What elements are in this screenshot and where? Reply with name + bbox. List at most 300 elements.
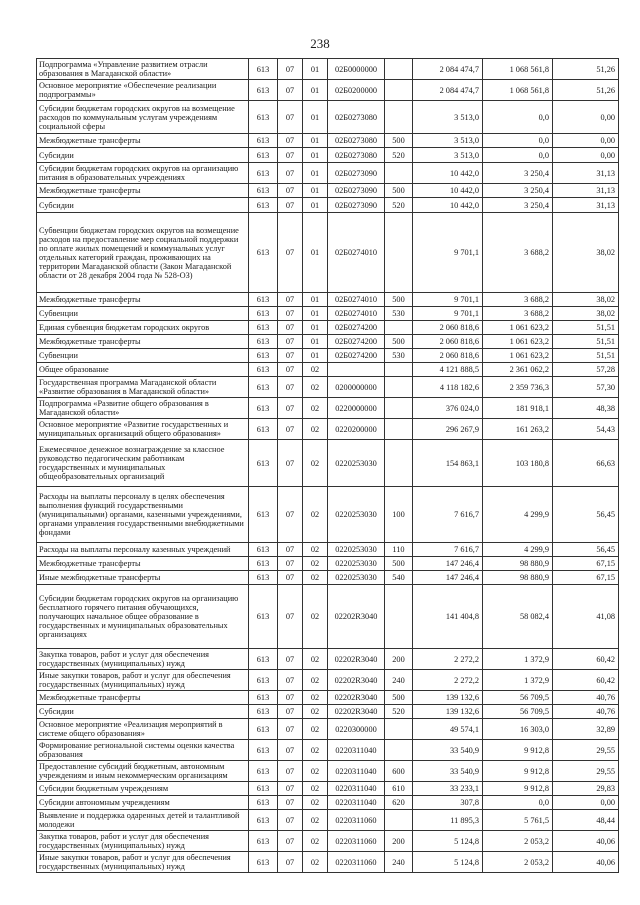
row-pr-cell: 02	[303, 796, 328, 810]
row-ved-cell: 613	[249, 377, 278, 398]
row-rz-cell: 07	[278, 293, 303, 307]
table-row	[37, 198, 619, 213]
row-name-cell: Субсидии автономным учреждениям	[37, 796, 249, 810]
row-pr-cell: 01	[303, 349, 328, 363]
row-plan-cell: 9 701,1	[413, 213, 483, 293]
row-pct-cell: 51,51	[553, 349, 619, 363]
row-plan-cell: 11 895,3	[413, 810, 483, 831]
row-plan-cell: 10 442,0	[413, 184, 483, 198]
row-name-cell: Основное мероприятие «Развитие государственных и муниципальных организаций общего образования»	[37, 419, 249, 440]
row-ved-cell: 613	[249, 782, 278, 796]
row-exec-cell: 1 061 623,2	[483, 335, 553, 349]
row-plan-cell: 10 442,0	[413, 163, 483, 184]
row-exec-cell: 161 263,2	[483, 419, 553, 440]
row-pct-cell: 48,44	[553, 810, 619, 831]
row-cs-cell	[328, 363, 385, 377]
table-row	[37, 740, 619, 761]
row-ved-cell: 613	[249, 80, 278, 101]
row-rz-cell: 07	[278, 571, 303, 585]
row-cs-cell: 02202R3040	[328, 585, 385, 649]
row-plan-cell: 5 124,8	[413, 831, 483, 852]
row-exec-cell: 3 688,2	[483, 213, 553, 293]
row-name-cell: Субсидии бюджетным учреждениям	[37, 782, 249, 796]
row-name-cell: Субсидии	[37, 705, 249, 719]
row-pr-cell: 02	[303, 761, 328, 782]
row-plan-cell: 2 060 818,6	[413, 335, 483, 349]
row-name-cell: Единая субвенция бюджетам городских округов	[37, 321, 249, 335]
row-pr-cell: 01	[303, 307, 328, 321]
table-row	[37, 134, 619, 148]
row-ved-cell: 613	[249, 398, 278, 419]
row-pct-cell: 51,51	[553, 321, 619, 335]
row-vr-cell: 600	[385, 761, 413, 782]
row-ved-cell: 613	[249, 163, 278, 184]
row-name-cell: Иные межбюджетные трансферты	[37, 571, 249, 585]
row-vr-cell: 500	[385, 293, 413, 307]
row-cs-cell: 02Б0273080	[328, 134, 385, 148]
row-rz-cell: 07	[278, 184, 303, 198]
row-rz-cell: 07	[278, 670, 303, 691]
table-row	[37, 585, 619, 649]
row-rz-cell: 07	[278, 740, 303, 761]
row-rz-cell: 07	[278, 307, 303, 321]
row-pr-cell: 02	[303, 852, 328, 873]
row-rz-cell: 07	[278, 440, 303, 487]
row-pct-cell: 40,76	[553, 705, 619, 719]
row-name-cell: Межбюджетные трансферты	[37, 557, 249, 571]
row-vr-cell	[385, 419, 413, 440]
row-ved-cell: 613	[249, 705, 278, 719]
row-name-cell: Субсидии бюджетам городских округов на организацию питания в образовательных учреждениях	[37, 163, 249, 184]
row-exec-cell: 1 068 561,8	[483, 59, 553, 80]
row-name-cell: Закупка товаров, работ и услуг для обеспечения государственных (муниципальных) нужд	[37, 831, 249, 852]
row-name-cell: Иные закупки товаров, работ и услуг для обеспечения государственных (муниципальных) нужд	[37, 670, 249, 691]
page-number: 238	[310, 36, 330, 51]
row-rz-cell: 07	[278, 163, 303, 184]
row-rz-cell: 07	[278, 543, 303, 557]
row-ved-cell: 613	[249, 487, 278, 543]
row-cs-cell: 0220253030	[328, 543, 385, 557]
row-rz-cell: 07	[278, 796, 303, 810]
row-plan-cell: 3 513,0	[413, 148, 483, 163]
row-cs-cell: 0220253030	[328, 487, 385, 543]
row-pct-cell: 60,42	[553, 649, 619, 670]
row-cs-cell: 0220253030	[328, 440, 385, 487]
row-exec-cell: 181 918,1	[483, 398, 553, 419]
row-name-cell: Межбюджетные трансферты	[37, 691, 249, 705]
row-plan-cell: 139 132,6	[413, 705, 483, 719]
row-plan-cell: 147 246,4	[413, 557, 483, 571]
row-rz-cell: 07	[278, 213, 303, 293]
row-rz-cell: 07	[278, 782, 303, 796]
row-vr-cell: 500	[385, 184, 413, 198]
row-exec-cell: 3 688,2	[483, 307, 553, 321]
row-plan-cell: 307,8	[413, 796, 483, 810]
row-rz-cell: 07	[278, 761, 303, 782]
row-cs-cell: 0200000000	[328, 377, 385, 398]
row-vr-cell: 500	[385, 134, 413, 148]
row-plan-cell: 154 863,1	[413, 440, 483, 487]
row-ved-cell: 613	[249, 419, 278, 440]
row-plan-cell: 33 540,9	[413, 761, 483, 782]
row-pr-cell: 01	[303, 198, 328, 213]
row-rz-cell: 07	[278, 349, 303, 363]
row-exec-cell: 1 061 623,2	[483, 321, 553, 335]
row-plan-cell: 10 442,0	[413, 198, 483, 213]
row-ved-cell: 613	[249, 293, 278, 307]
row-pct-cell: 57,30	[553, 377, 619, 398]
row-vr-cell	[385, 321, 413, 335]
row-exec-cell: 9 912,8	[483, 761, 553, 782]
row-exec-cell: 98 880,9	[483, 557, 553, 571]
row-ved-cell: 613	[249, 134, 278, 148]
row-cs-cell: 02Б0273090	[328, 198, 385, 213]
row-exec-cell: 0,0	[483, 134, 553, 148]
row-vr-cell	[385, 398, 413, 419]
row-name-cell: Межбюджетные трансферты	[37, 184, 249, 198]
row-pct-cell: 67,15	[553, 571, 619, 585]
row-ved-cell: 613	[249, 719, 278, 740]
row-plan-cell: 4 121 888,5	[413, 363, 483, 377]
row-vr-cell	[385, 213, 413, 293]
row-exec-cell: 9 912,8	[483, 782, 553, 796]
row-rz-cell: 07	[278, 691, 303, 705]
row-pr-cell: 02	[303, 810, 328, 831]
row-pr-cell: 02	[303, 585, 328, 649]
row-plan-cell: 7 616,7	[413, 487, 483, 543]
row-vr-cell	[385, 719, 413, 740]
row-ved-cell: 613	[249, 796, 278, 810]
row-pct-cell: 51,26	[553, 80, 619, 101]
row-pr-cell: 02	[303, 831, 328, 852]
row-plan-cell: 3 513,0	[413, 134, 483, 148]
row-pr-cell: 01	[303, 293, 328, 307]
row-pct-cell: 54,43	[553, 419, 619, 440]
row-exec-cell: 3 250,4	[483, 184, 553, 198]
table-row	[37, 163, 619, 184]
row-pct-cell: 66,63	[553, 440, 619, 487]
row-plan-cell: 296 267,9	[413, 419, 483, 440]
row-cs-cell: 02Б0274200	[328, 335, 385, 349]
row-pr-cell: 02	[303, 440, 328, 487]
row-cs-cell: 02Б0273080	[328, 101, 385, 134]
row-pr-cell: 02	[303, 377, 328, 398]
row-ved-cell: 613	[249, 349, 278, 363]
table-row	[37, 543, 619, 557]
row-cs-cell: 0220253030	[328, 557, 385, 571]
row-pr-cell: 01	[303, 59, 328, 80]
row-exec-cell: 2 053,2	[483, 831, 553, 852]
row-name-cell: Закупка товаров, работ и услуг для обеспечения государственных (муниципальных) нужд	[37, 649, 249, 670]
row-vr-cell: 100	[385, 487, 413, 543]
row-pr-cell: 01	[303, 80, 328, 101]
table-row	[37, 184, 619, 198]
row-vr-cell: 240	[385, 670, 413, 691]
row-pct-cell: 40,76	[553, 691, 619, 705]
row-vr-cell: 200	[385, 649, 413, 670]
row-pct-cell: 40,06	[553, 852, 619, 873]
row-exec-cell: 0,0	[483, 796, 553, 810]
row-pct-cell: 56,45	[553, 543, 619, 557]
row-pr-cell: 02	[303, 557, 328, 571]
row-ved-cell: 613	[249, 557, 278, 571]
table-row	[37, 335, 619, 349]
row-ved-cell: 613	[249, 670, 278, 691]
table-row	[37, 761, 619, 782]
row-name-cell: Формирование региональной системы оценки качества образования	[37, 740, 249, 761]
row-plan-cell: 2 084 474,7	[413, 59, 483, 80]
row-vr-cell: 610	[385, 782, 413, 796]
row-rz-cell: 07	[278, 101, 303, 134]
table-row	[37, 670, 619, 691]
table-row	[37, 831, 619, 852]
row-plan-cell: 2 084 474,7	[413, 80, 483, 101]
row-ved-cell: 613	[249, 571, 278, 585]
row-cs-cell: 02Б0273090	[328, 184, 385, 198]
row-pct-cell: 56,45	[553, 487, 619, 543]
row-cs-cell: 02202R3040	[328, 649, 385, 670]
table-row	[37, 705, 619, 719]
row-vr-cell	[385, 80, 413, 101]
row-cs-cell: 0220311040	[328, 761, 385, 782]
row-plan-cell: 2 060 818,6	[413, 349, 483, 363]
row-pr-cell: 02	[303, 398, 328, 419]
row-exec-cell: 3 250,4	[483, 198, 553, 213]
row-pct-cell: 29,55	[553, 740, 619, 761]
row-plan-cell: 376 024,0	[413, 398, 483, 419]
row-pct-cell: 31,13	[553, 198, 619, 213]
table-row	[37, 419, 619, 440]
row-rz-cell: 07	[278, 649, 303, 670]
row-ved-cell: 613	[249, 198, 278, 213]
table-row	[37, 487, 619, 543]
row-name-cell: Субсидии бюджетам городских округов на организацию бесплатного горячего питания обучающихся, получающих начальное общее образование в государственных и муниципальных образовательных организациях	[37, 585, 249, 649]
row-name-cell: Ежемесячное денежное вознаграждение за классное руководство педагогическим работникам государственных и муниципальных общеобразовательных организаций	[37, 440, 249, 487]
row-cs-cell: 02Б0273090	[328, 163, 385, 184]
row-vr-cell: 200	[385, 831, 413, 852]
row-exec-cell: 0,0	[483, 148, 553, 163]
row-ved-cell: 613	[249, 59, 278, 80]
table-row	[37, 80, 619, 101]
row-pct-cell: 29,83	[553, 782, 619, 796]
row-pr-cell: 02	[303, 363, 328, 377]
row-ved-cell: 613	[249, 649, 278, 670]
row-ved-cell: 613	[249, 363, 278, 377]
row-pr-cell: 01	[303, 184, 328, 198]
row-exec-cell: 1 068 561,8	[483, 80, 553, 101]
table-row	[37, 571, 619, 585]
row-cs-cell: 02Б0274200	[328, 349, 385, 363]
row-vr-cell: 530	[385, 349, 413, 363]
row-vr-cell: 620	[385, 796, 413, 810]
row-rz-cell: 07	[278, 80, 303, 101]
row-exec-cell: 3 688,2	[483, 293, 553, 307]
row-name-cell: Субвенции	[37, 349, 249, 363]
row-ved-cell: 613	[249, 852, 278, 873]
row-pct-cell: 60,42	[553, 670, 619, 691]
row-vr-cell: 500	[385, 691, 413, 705]
row-cs-cell: 02Б0274200	[328, 321, 385, 335]
table-body	[37, 59, 619, 873]
row-pct-cell: 51,51	[553, 335, 619, 349]
row-pct-cell: 0,00	[553, 148, 619, 163]
row-vr-cell: 500	[385, 557, 413, 571]
row-name-cell: Общее образование	[37, 363, 249, 377]
row-plan-cell: 147 246,4	[413, 571, 483, 585]
row-rz-cell: 07	[278, 419, 303, 440]
table-row	[37, 321, 619, 335]
table-row	[37, 852, 619, 873]
row-cs-cell: 02202R3040	[328, 670, 385, 691]
row-ved-cell: 613	[249, 321, 278, 335]
row-name-cell: Субсидии	[37, 148, 249, 163]
row-rz-cell: 07	[278, 134, 303, 148]
row-cs-cell: 0220311040	[328, 740, 385, 761]
row-pr-cell: 01	[303, 101, 328, 134]
table-row	[37, 213, 619, 293]
row-vr-cell: 540	[385, 571, 413, 585]
row-ved-cell: 613	[249, 184, 278, 198]
row-ved-cell: 613	[249, 831, 278, 852]
row-rz-cell: 07	[278, 59, 303, 80]
row-ved-cell: 613	[249, 740, 278, 761]
row-exec-cell: 56 709,5	[483, 705, 553, 719]
row-exec-cell: 2 361 062,2	[483, 363, 553, 377]
table-row	[37, 377, 619, 398]
row-rz-cell: 07	[278, 198, 303, 213]
row-cs-cell: 0220311060	[328, 852, 385, 873]
row-pct-cell: 57,28	[553, 363, 619, 377]
table-row	[37, 307, 619, 321]
row-ved-cell: 613	[249, 307, 278, 321]
row-exec-cell: 4 299,9	[483, 487, 553, 543]
row-pct-cell: 0,00	[553, 134, 619, 148]
row-cs-cell: 0220300000	[328, 719, 385, 740]
row-exec-cell: 103 180,8	[483, 440, 553, 487]
row-name-cell: Межбюджетные трансферты	[37, 293, 249, 307]
row-cs-cell: 02Б0273080	[328, 148, 385, 163]
row-rz-cell: 07	[278, 719, 303, 740]
row-vr-cell: 500	[385, 335, 413, 349]
row-pr-cell: 02	[303, 670, 328, 691]
row-rz-cell: 07	[278, 487, 303, 543]
row-pct-cell: 51,26	[553, 59, 619, 80]
row-vr-cell	[385, 377, 413, 398]
row-exec-cell: 1 372,9	[483, 670, 553, 691]
row-vr-cell: 240	[385, 852, 413, 873]
row-pct-cell: 48,38	[553, 398, 619, 419]
table-row	[37, 691, 619, 705]
row-cs-cell: 02Б0000000	[328, 59, 385, 80]
row-exec-cell: 5 761,5	[483, 810, 553, 831]
row-ved-cell: 613	[249, 101, 278, 134]
row-exec-cell: 4 299,9	[483, 543, 553, 557]
row-vr-cell	[385, 363, 413, 377]
row-pct-cell: 38,02	[553, 213, 619, 293]
row-vr-cell	[385, 59, 413, 80]
row-pct-cell: 38,02	[553, 307, 619, 321]
table-row	[37, 293, 619, 307]
row-cs-cell: 02Б0274010	[328, 213, 385, 293]
row-plan-cell: 9 701,1	[413, 293, 483, 307]
row-plan-cell: 2 272,2	[413, 670, 483, 691]
row-name-cell: Расходы на выплаты персоналу в целях обеспечения выполнения функций государственными (муниципальными) органами, казенными учреждениями, органами управления государственными внебюджетными фондами	[37, 487, 249, 543]
row-rz-cell: 07	[278, 852, 303, 873]
row-exec-cell: 98 880,9	[483, 571, 553, 585]
row-cs-cell: 02202R3040	[328, 705, 385, 719]
row-vr-cell	[385, 740, 413, 761]
row-pr-cell: 02	[303, 705, 328, 719]
row-plan-cell: 9 701,1	[413, 307, 483, 321]
table-row	[37, 649, 619, 670]
row-pr-cell: 02	[303, 740, 328, 761]
row-cs-cell: 02202R3040	[328, 691, 385, 705]
row-rz-cell: 07	[278, 398, 303, 419]
row-pr-cell: 02	[303, 691, 328, 705]
row-rz-cell: 07	[278, 557, 303, 571]
row-name-cell: Расходы на выплаты персоналу казенных учреждений	[37, 543, 249, 557]
row-vr-cell	[385, 810, 413, 831]
row-rz-cell: 07	[278, 585, 303, 649]
table-row	[37, 557, 619, 571]
row-exec-cell: 58 082,4	[483, 585, 553, 649]
row-name-cell: Субсидии бюджетам городских округов на возмещение расходов по коммунальным услугам учреждениям социальной сферы	[37, 101, 249, 134]
row-name-cell: Основное мероприятие «Обеспечение реализации подпрограммы»	[37, 80, 249, 101]
row-pct-cell: 41,08	[553, 585, 619, 649]
row-pr-cell: 02	[303, 419, 328, 440]
row-name-cell: Подпрограмма «Развитие общего образования в Магаданской области»	[37, 398, 249, 419]
table-row	[37, 148, 619, 163]
row-exec-cell: 2 053,2	[483, 852, 553, 873]
row-plan-cell: 4 118 182,6	[413, 377, 483, 398]
row-pr-cell: 01	[303, 335, 328, 349]
row-rz-cell: 07	[278, 705, 303, 719]
row-exec-cell: 9 912,8	[483, 740, 553, 761]
table-row	[37, 796, 619, 810]
row-exec-cell: 1 061 623,2	[483, 349, 553, 363]
table-row	[37, 719, 619, 740]
row-cs-cell: 0220311060	[328, 831, 385, 852]
row-name-cell: Межбюджетные трансферты	[37, 134, 249, 148]
row-name-cell: Межбюджетные трансферты	[37, 335, 249, 349]
row-plan-cell: 3 513,0	[413, 101, 483, 134]
row-plan-cell: 33 540,9	[413, 740, 483, 761]
row-cs-cell: 0220253030	[328, 571, 385, 585]
row-exec-cell: 2 359 736,3	[483, 377, 553, 398]
row-pct-cell: 67,15	[553, 557, 619, 571]
row-vr-cell: 520	[385, 198, 413, 213]
table-row	[37, 810, 619, 831]
row-pct-cell: 29,55	[553, 761, 619, 782]
row-vr-cell	[385, 585, 413, 649]
table-row	[37, 398, 619, 419]
table-row	[37, 782, 619, 796]
row-cs-cell: 02Б0274010	[328, 293, 385, 307]
row-name-cell: Субвенции бюджетам городских округов на возмещение расходов на предоставление мер социальной поддержки по оплате жилых помещений и коммунальных услуг отдельных категорий граждан, проживающих на территории Магаданской области (Закон Магаданской области от 28 декабря 2004 года № 528-ОЗ)	[37, 213, 249, 293]
table-row	[37, 363, 619, 377]
row-vr-cell: 520	[385, 705, 413, 719]
row-name-cell: Субвенции	[37, 307, 249, 321]
row-pr-cell: 01	[303, 321, 328, 335]
row-exec-cell: 3 250,4	[483, 163, 553, 184]
row-pr-cell: 01	[303, 148, 328, 163]
row-ved-cell: 613	[249, 810, 278, 831]
row-pct-cell: 32,89	[553, 719, 619, 740]
table-row	[37, 440, 619, 487]
row-name-cell: Основное мероприятие «Реализация мероприятий в системе общего образования»	[37, 719, 249, 740]
row-vr-cell: 110	[385, 543, 413, 557]
row-vr-cell	[385, 440, 413, 487]
